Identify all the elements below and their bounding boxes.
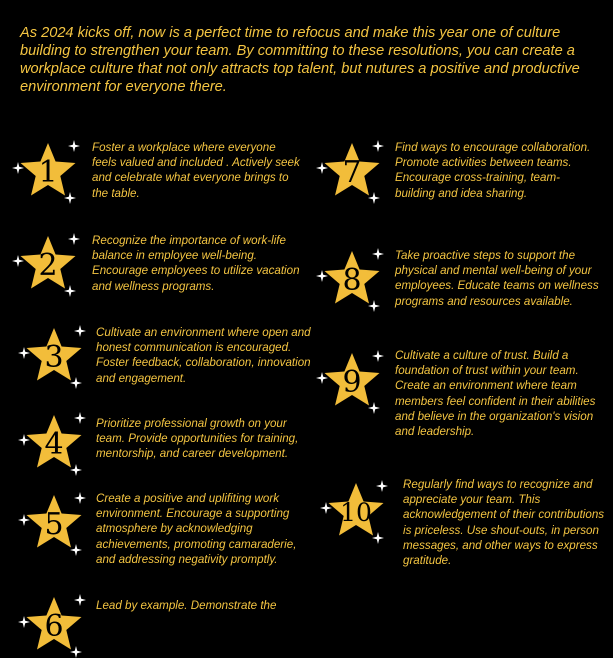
star-icon <box>24 492 84 552</box>
star-icon <box>24 325 84 385</box>
resolution-text: Prioritize professional growth on your team. Provide opportunities for training, mentorship, and career development. <box>96 417 299 461</box>
item-number: 4 <box>44 426 64 462</box>
resolution-text: Regularly find ways to recognize and appreciate your team. This acknowledgement of their contributions is priceless. Use shout-outs, in person messages, and other ways to express gratitude. <box>403 478 605 568</box>
item-number: 8 <box>342 262 362 298</box>
resolution-text: Lead by example. Demonstrate the <box>96 599 277 612</box>
item-number: 9 <box>342 364 362 400</box>
resolution-text: Foster a workplace where everyone feels valued and included . Actively seek and celebrate what everyone brings to the table. <box>92 141 300 200</box>
star-icon <box>326 480 386 540</box>
item-number: 10 <box>340 497 372 527</box>
resolution-text: Take proactive steps to support the physical and mental well-being of your employees. Educate teams on wellness programs and resources available. <box>395 249 599 308</box>
star-icon <box>322 350 382 410</box>
star-icon <box>24 412 84 472</box>
item-number: 3 <box>44 339 64 375</box>
star-icon <box>322 140 382 200</box>
item-number: 1 <box>38 154 58 190</box>
star-icon <box>24 594 84 654</box>
star-icon <box>322 248 382 308</box>
star-icon <box>18 233 78 293</box>
star-icon <box>18 140 78 200</box>
item-number: 6 <box>44 608 64 644</box>
intro-paragraph: As 2024 kicks off, now is a perfect time to refocus and make this year one of culture building to strengthen your team. By committing to these resolutions, you can create a workplace culture that not only attracts top talent, but nutures a positive and productive environment for everyone there. <box>20 25 580 95</box>
item-number: 2 <box>38 247 58 283</box>
item-number: 7 <box>342 154 362 190</box>
resolution-text: Find ways to encourage collaboration. Promote activities between teams. Encourage cross-training, team-building and idea sharing. <box>395 141 591 200</box>
resolution-text: Create a positive and uplifiting work environment. Encourage a supporting atmosphere by acknowledging achievements, promoting camaraderie, and addressing negativity promptly. <box>96 492 297 566</box>
resolution-text: Recognize the importance of work-life balance in employee well-being. Encourage employees to utilize vacation and wellness programs. <box>92 234 300 293</box>
resolution-text: Cultivate a culture of trust. Build a foundation of trust within your team. Create an environment where team members feel confident in their abilities and believe in the organization's vision and leadership. <box>395 349 596 439</box>
resolution-text: Cultivate an environment where open and honest communication is encouraged. Foster feedback, collaboration, innovation and engagement. <box>96 326 311 385</box>
item-number: 5 <box>44 506 64 542</box>
